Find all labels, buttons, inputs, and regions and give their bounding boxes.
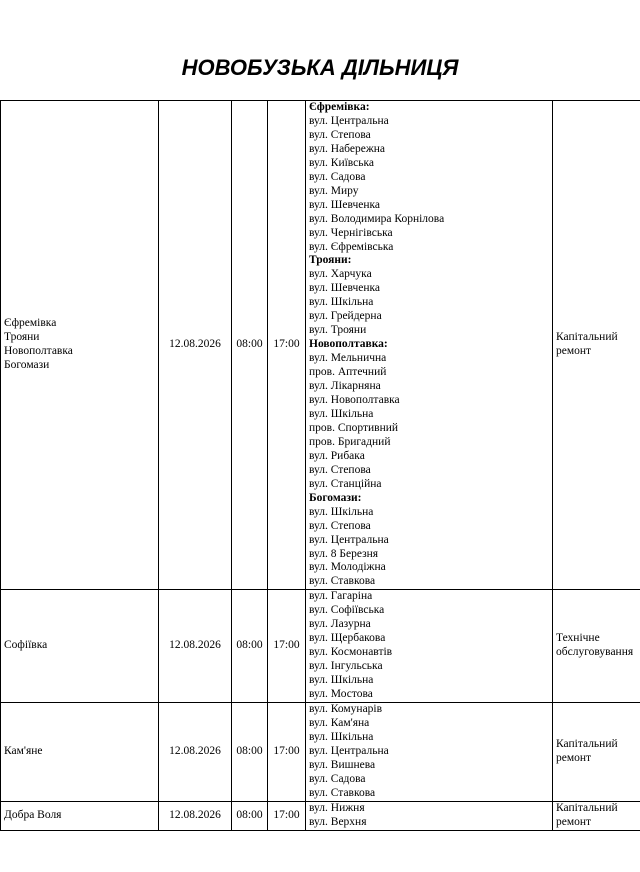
street-item: вул. 8 Березня [309,547,379,560]
start-time-cell: 08:00 [232,801,268,830]
street-item: вул. Лікарняна [309,380,381,393]
table-row [1,101,640,590]
work-type-text: обслуговування [556,646,634,659]
work-type-text: ремонт [556,751,592,764]
street-item: вул. Шкільна [309,296,374,309]
settlement-name: Новополтавка [4,345,73,358]
street-item: вул. Центральна [309,114,389,127]
street-item: вул. Шкільна [309,674,374,687]
street-item: вул. Центральна [309,744,389,757]
street-item: вул. Новополтавка [309,394,400,407]
street-item: вул. Чернігівська [309,226,393,239]
table-row [1,801,640,830]
work-type-text: Капітальний [556,331,618,344]
street-item: вул. Степова [309,128,371,141]
outage-schedule-table [0,100,640,831]
street-item: вул. Шевченка [309,198,381,211]
settlement-name: Добра Воля [4,808,62,821]
work-type-text: Капітальний [556,801,618,814]
settlement-group-heading: Новополтавка: [309,338,388,351]
street-item: вул. Шевченка [309,282,381,295]
street-item: вул. Трояни [309,324,367,337]
street-item: вул. Мельнична [309,352,387,365]
street-item: вул. Щербакова [309,632,386,645]
work-type-cell [553,101,640,590]
work-type-text: ремонт [556,345,592,358]
schedule-body [1,101,640,831]
streets-cell [306,101,553,590]
street-item: вул. Софіївська [309,604,385,617]
table-row [1,702,640,801]
streets-cell [306,702,553,801]
street-item: вул. Центральна [309,533,389,546]
street-item: вул. Ставкова [309,786,376,799]
street-item: вул. Миру [309,184,359,197]
street-item: вул. Інгульська [309,660,383,673]
work-type-text: Технічне [556,632,600,645]
start-time-cell: 08:00 [232,590,268,703]
settlement-name: Трояни [4,331,40,344]
street-item: вул. Нижня [309,801,365,814]
work-type-text: ремонт [556,815,592,828]
settlement-name: Кам'яне [4,744,43,757]
street-item: вул. Космонавтів [309,646,393,659]
work-type-text: Капітальний [556,737,618,750]
date-cell: 12.08.2026 [159,702,232,801]
end-time-cell: 17:00 [268,101,306,590]
street-item: вул. Садова [309,772,366,785]
settlement-group-heading: Єфремівка: [309,101,370,113]
end-time-cell: 17:00 [268,801,306,830]
street-item: вул. Харчука [309,268,372,281]
street-item: вул. Грейдерна [309,310,382,323]
street-item: вул. Київська [309,156,375,169]
street-item: пров. Спортивний [309,421,399,434]
street-item: вул. Вишнева [309,758,376,771]
street-item: пров. Аптечний [309,366,387,379]
street-item: вул. Шкільна [309,730,374,743]
date-cell: 12.08.2026 [159,801,232,830]
street-item: вул. Лазурна [309,618,371,631]
street-item: вул. Набережна [309,142,386,155]
settlements-cell [1,590,159,703]
date-cell: 12.08.2026 [159,590,232,703]
settlement-group-heading: Трояни: [309,254,352,267]
end-time-cell: 17:00 [268,590,306,703]
street-item: вул. Гагаріна [309,590,373,603]
end-time-cell: 17:00 [268,702,306,801]
settlements-cell [1,801,159,830]
street-item: вул. Кам'яна [309,716,370,729]
street-item: пров. Бригадний [309,435,391,448]
settlement-name: Софіївка [4,639,48,652]
street-item: вул. Ставкова [309,575,376,588]
street-item: вул. Мостова [309,688,373,701]
street-item: вул. Станційна [309,477,382,490]
street-item: вул. Садова [309,170,366,183]
street-item: вул. Шкільна [309,505,374,518]
settlements-cell [1,702,159,801]
settlement-name: Богомази [4,359,50,372]
settlement-name: Єфремівка [4,317,57,330]
street-item: вул. Молодіжна [309,561,386,574]
page-title: НОВОБУЗЬКА ДІЛЬНИЦЯ [181,55,459,80]
street-item: вул. Степова [309,519,371,532]
table-row [1,590,640,703]
work-type-cell [553,702,640,801]
date-cell: 12.08.2026 [159,101,232,590]
settlements-cell [1,101,159,590]
settlement-group-heading: Богомази: [309,491,362,504]
start-time-cell: 08:00 [232,101,268,590]
street-item: вул. Єфремівська [309,240,394,253]
work-type-cell [553,801,640,830]
street-item: вул. Володимира Корнілова [309,212,445,225]
work-type-cell [553,590,640,703]
streets-cell [306,801,553,830]
street-item: вул. Шкільна [309,407,374,420]
street-item: вул. Рибака [309,449,365,462]
street-item: вул. Верхня [309,815,367,828]
start-time-cell: 08:00 [232,702,268,801]
street-item: вул. Степова [309,463,371,476]
streets-cell [306,590,553,703]
street-item: вул. Комунарів [309,702,383,715]
